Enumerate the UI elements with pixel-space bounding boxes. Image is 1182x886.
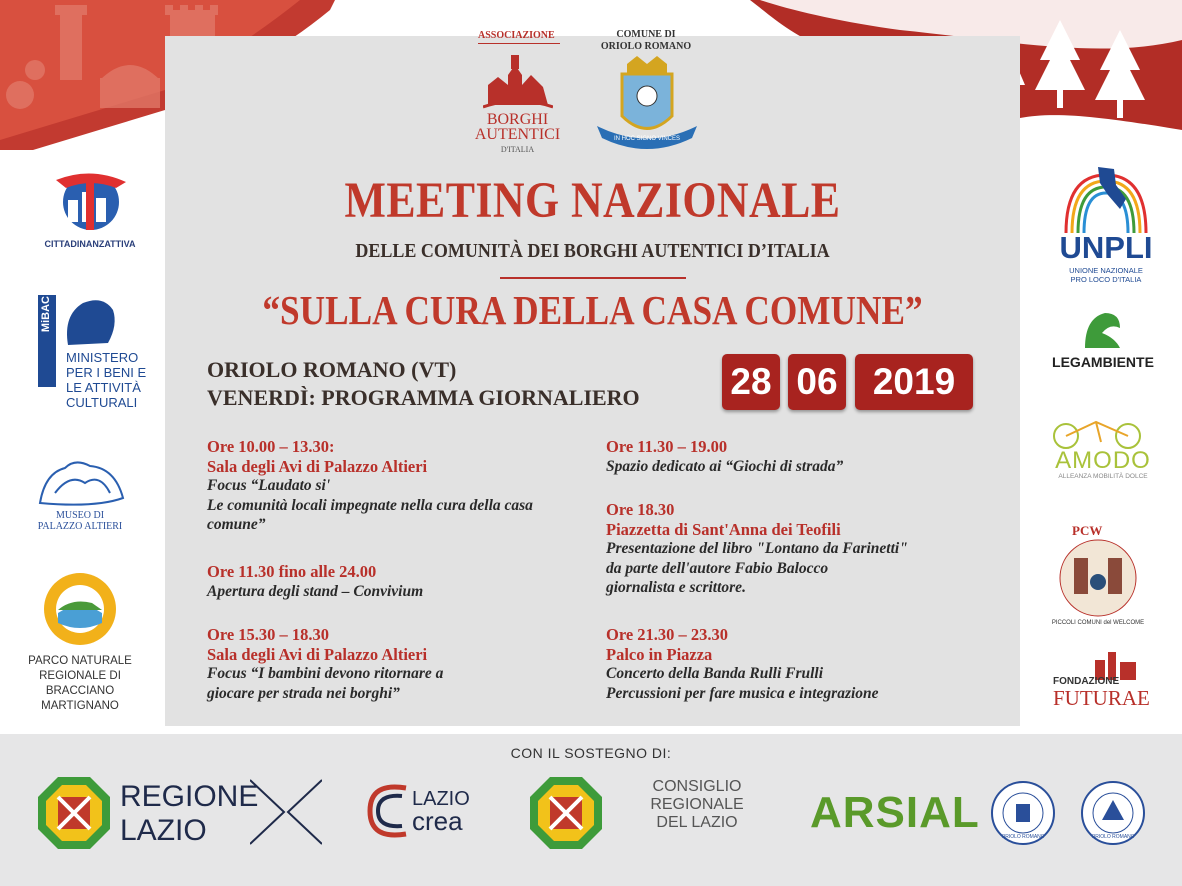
support-label: CON IL SOSTEGNO DI: <box>510 745 672 761</box>
event-desc-line: Focus “I bambini devono ritornare a <box>207 665 444 682</box>
event-desc-line: giornalista e scrittore. <box>606 579 746 596</box>
event-location: ORIOLO ROMANO (VT) <box>207 357 457 382</box>
mibac-line: CULTURALI <box>66 395 138 410</box>
parco-line: BRACCIANO <box>45 685 115 697</box>
laziocrea-line1: LAZIO <box>412 788 470 810</box>
borghi-autentici-logo-icon <box>483 55 553 110</box>
date-year: 2019 <box>855 354 973 410</box>
amodo-bike-icon <box>1046 412 1156 452</box>
pcw-logo-text: PCW <box>1072 523 1103 538</box>
event-subtitle: DELLE COMUNITÀ DEI BORGHI AUTENTICI D’ITALIA <box>355 240 830 262</box>
event-item-2 <box>207 562 587 601</box>
event-time: Ore 11.30 – 19.00 <box>606 437 728 456</box>
title-divider <box>500 277 686 279</box>
museo-palazzo-altieri-logo-icon <box>35 458 127 510</box>
cittadinanzattiva-logo-icon <box>46 170 136 238</box>
parco-line: PARCO NATURALE <box>28 655 132 667</box>
event-desc-line: Le comunità locali impegnate nella cura della casa <box>207 496 533 514</box>
futura-line2: FUTURAE <box>1053 686 1150 710</box>
consiglio-line: CONSIGLIO <box>652 778 742 795</box>
event-time: Ore 21.30 – 23.30 <box>606 625 729 644</box>
seal-2-label: ORIOLO ROMANO <box>1091 834 1135 840</box>
mibac-line: LE ATTIVITÀ <box>66 380 141 395</box>
consiglio-lazio-emblem-icon <box>528 775 604 851</box>
event-desc-line: Focus “Laudato si' <box>207 477 331 494</box>
event-item-4 <box>606 437 1006 476</box>
event-time: Ore 10.00 – 13.30: <box>207 437 335 456</box>
futura-line1: FONDAZIONE <box>1053 676 1120 687</box>
event-item-3 <box>207 625 587 703</box>
amodo-sub: ALLEANZA MOBILITÀ DOLCE <box>1058 473 1148 480</box>
event-place: Piazzetta di Sant'Anna dei Teofili <box>606 519 841 539</box>
date-day: 28 <box>722 354 780 410</box>
consiglio-line: DEL LAZIO <box>656 814 738 831</box>
event-time: Ore 15.30 – 18.30 <box>207 625 330 644</box>
date-month: 06 <box>788 354 846 410</box>
event-time: Ore 11.30 fino alle 24.00 <box>207 562 377 581</box>
event-time: Ore 18.30 <box>606 500 675 519</box>
event-item-1 <box>207 437 587 535</box>
unpli-sub-line: PRO LOCO D'ITALIA <box>1070 275 1142 284</box>
regione-lazio-emblem-icon <box>36 775 112 851</box>
event-place: Sala degli Avi di Palazzo Altieri <box>207 644 428 664</box>
regione-line1: REGIONE <box>120 780 259 813</box>
parco-line: REGIONALE DI <box>39 670 121 682</box>
unpli-sub-line: UNIONE NAZIONALE <box>1069 266 1143 275</box>
event-item-5 <box>606 500 1006 598</box>
event-desc-line: Percussioni per fare musica e integrazione <box>606 684 879 702</box>
event-place: Sala degli Avi di Palazzo Altieri <box>207 456 428 476</box>
mibac-mark: MiBAC <box>40 296 52 333</box>
event-desc-line: giocare per strada nei borghi” <box>207 684 400 702</box>
museo-line: PALAZZO ALTIERI <box>37 521 123 532</box>
arsial-logo-text: ARSIAL <box>810 788 980 837</box>
event-desc-line: Presentazione del libro "Lontano da Farinetti" <box>606 540 908 557</box>
consiglio-line: REGIONALE <box>650 796 744 813</box>
museo-line: MUSEO DI <box>55 510 105 521</box>
event-desc-line: da parte dell'autore Fabio Balocco <box>606 559 829 577</box>
associazione-label: ASSOCIAZIONE <box>478 30 555 41</box>
legambiente-logo-text: LEGAMBIENTE <box>1052 354 1154 370</box>
unpli-logo-text: UNPLI <box>1059 230 1153 265</box>
event-item-6 <box>606 625 1006 703</box>
regione-line2: LAZIO <box>120 814 207 847</box>
borghi-logo-line2: AUTENTICI <box>474 126 561 143</box>
event-title: MEETING NAZIONALE <box>344 173 841 229</box>
legambiente-swan-icon <box>1080 308 1126 352</box>
cittadinanzattiva-label: CITTADINANZATTIVA <box>44 239 136 249</box>
laziocrea-line2: crea <box>412 806 463 836</box>
unpli-italy-rainbow-icon <box>1058 165 1154 233</box>
crest-motto: IN HOC SIGNO VINCES <box>613 136 680 142</box>
event-program-label: VENERDÌ: PROGRAMMA GIORNALIERO <box>207 385 640 410</box>
mibac-line: PER I BENI E <box>66 365 147 380</box>
pcw-welcome-circle-icon <box>1052 538 1144 618</box>
borghi-logo-line1: BORGHI <box>486 111 549 128</box>
event-place: Palco in Piazza <box>606 644 713 664</box>
event-theme: “SULLA CURA DELLA CASA COMUNE” <box>262 287 923 333</box>
amodo-logo-text: AMODO <box>1055 447 1151 474</box>
pcw-sub: PICCOLI COMUNI del WELCOME <box>1051 620 1145 626</box>
event-desc-line: Spazio dedicato ai “Giochi di strada” <box>606 457 844 475</box>
associazione-rule <box>478 43 560 44</box>
comune-label-line1: COMUNE DI <box>616 29 676 40</box>
comune-label-line2: ORIOLO ROMANO <box>600 41 692 52</box>
regione-lazio-x-mark-icon <box>250 778 322 846</box>
event-desc-line: Apertura degli stand – Convivium <box>207 582 424 600</box>
mibac-head-icon <box>58 295 120 347</box>
parco-line: MARTIGNANO <box>41 700 119 712</box>
event-desc-line: comune” <box>207 516 266 533</box>
laziocrea-c-icon <box>366 782 412 840</box>
seal-1-label: ORIOLO ROMANO <box>1001 834 1045 840</box>
parco-naturale-sun-logo-icon <box>32 568 128 650</box>
borghi-logo-line3: D'ITALIA <box>500 145 535 154</box>
event-desc-line: Concerto della Banda Rulli Frulli <box>606 665 824 682</box>
mibac-line: MINISTERO <box>66 350 139 365</box>
